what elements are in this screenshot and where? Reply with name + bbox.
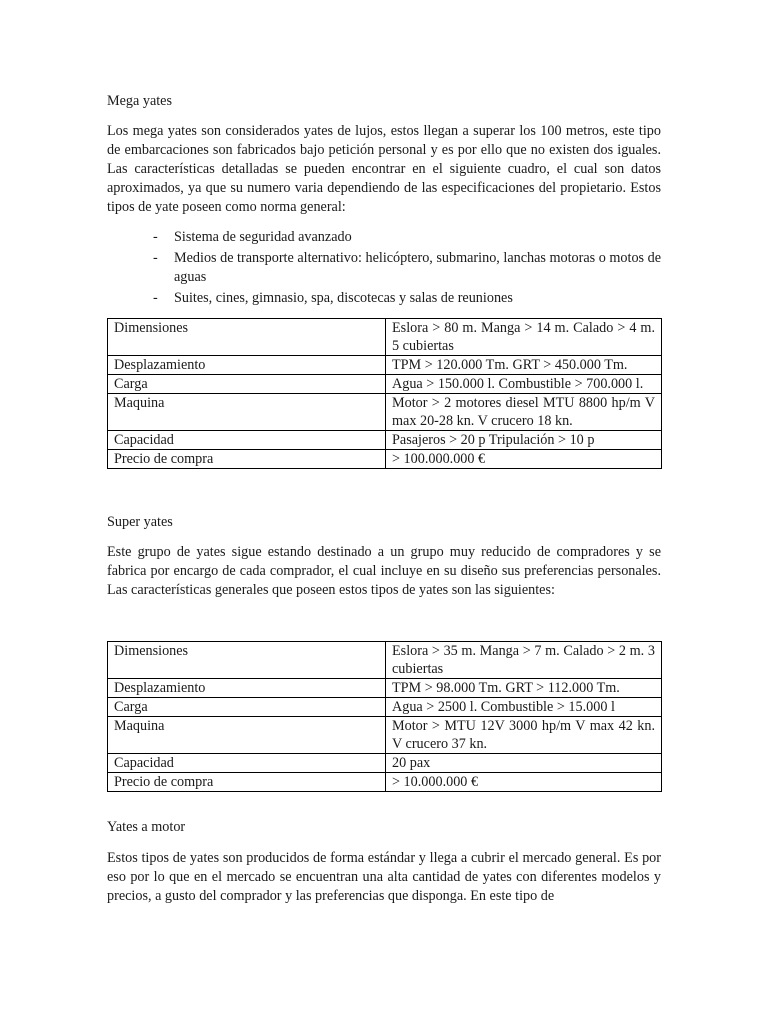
- table-cell-value: Agua > 2500 l. Combustible > 15.000 l: [386, 698, 662, 717]
- table-row: [108, 319, 662, 356]
- table-row: [108, 450, 662, 469]
- table-cell-label: Carga: [108, 698, 386, 717]
- mega-yates-paragraph-block: [107, 122, 661, 217]
- table-cell-value: Motor > 2 motores diesel MTU 8800 hp/m V max 20-28 kn. V crucero 18 kn.: [386, 394, 662, 431]
- table-cell-label: Maquina: [108, 394, 386, 431]
- section-paragraph: Estos tipos de yates son producidos de forma estándar y llega a cubrir el mercado general. Es por eso por lo que en el mercado se encuentran una alta cantidad de yates con diferentes modelos y precios, a gusto del comprador y las preferencias que disponga. En este tipo de: [107, 850, 661, 904]
- table-row: [108, 717, 662, 754]
- table-row: [108, 394, 662, 431]
- section-heading: Yates a motor: [107, 819, 186, 835]
- table-cell-value: Agua > 150.000 l. Combustible > 700.000 l.: [386, 375, 662, 394]
- section-paragraph: Este grupo de yates sigue estando destinado a un grupo muy reducido de compradores y se fabrica por encargo de cada comprador, el cual incluye en su diseño sus preferencias personales. Las características generales que poseen estos tipos de yates son las siguientes:: [107, 544, 661, 598]
- table-row: [108, 773, 662, 792]
- table-cell-label: Precio de compra: [108, 773, 386, 792]
- table-cell-label: Carga: [108, 375, 386, 394]
- table-cell-value: Motor > MTU 12V 3000 hp/m V max 42 kn. V crucero 37 kn.: [386, 717, 662, 754]
- table-cell-label: Dimensiones: [108, 319, 386, 356]
- table-row: [108, 754, 662, 773]
- table-cell-label: Desplazamiento: [108, 356, 386, 375]
- table-cell-value: > 100.000.000 €: [386, 450, 662, 469]
- table-cell-label: Capacidad: [108, 431, 386, 450]
- table-row: [108, 431, 662, 450]
- section-heading: Super yates: [107, 514, 173, 530]
- table-cell-label: Precio de compra: [108, 450, 386, 469]
- table-cell-value: > 10.000.000 €: [386, 773, 662, 792]
- section-paragraph: Los mega yates son considerados yates de lujos, estos llegan a superar los 100 metros, este tipo de embarcaciones son fabricados bajo petición personal y es por ello que no existen dos iguales. Las características detalladas se pueden encontrar en el siguiente cuadro, el cual son datos aproximados, ya que su numero varia dependiendo de las especificaciones del propietario. Estos tipos de yate poseen como norma general:: [107, 123, 661, 215]
- table-cell-value: Eslora > 80 m. Manga > 14 m. Calado > 4 m. 5 cubiertas: [386, 319, 662, 356]
- table-row: [108, 698, 662, 717]
- list-dash: -: [153, 290, 158, 306]
- list-item: - Sistema de seguridad avanzado: [153, 229, 352, 245]
- table-cell-label: Capacidad: [108, 754, 386, 773]
- table-cell-label: Desplazamiento: [108, 679, 386, 698]
- table-row: [108, 642, 662, 679]
- table-cell-value: TPM > 120.000 Tm. GRT > 450.000 Tm.: [386, 356, 662, 375]
- table-cell-value: TPM > 98.000 Tm. GRT > 112.000 Tm.: [386, 679, 662, 698]
- list-dash: -: [153, 250, 158, 266]
- table-row: [108, 375, 662, 394]
- section-heading: Mega yates: [107, 93, 173, 109]
- list-item: - Medios de transporte alternativo: helicóptero, submarino, lanchas motoras o motos de aguas: [153, 250, 661, 285]
- feature-list: [107, 228, 661, 308]
- mega-yates-feature-list-block: [107, 228, 661, 308]
- table-cell-value: Eslora > 35 m. Manga > 7 m. Calado > 2 m. 3 cubiertas: [386, 642, 662, 679]
- super-yates-paragraph-block: [107, 543, 661, 600]
- yates-motor-heading-block: [107, 818, 661, 837]
- mega-yates-spec-table: [107, 318, 662, 469]
- super-yates-heading-block: [107, 513, 661, 532]
- table-cell-label: Dimensiones: [108, 642, 386, 679]
- super-yates-spec-table: [107, 641, 662, 792]
- list-dash: -: [153, 229, 158, 245]
- yates-motor-paragraph-block: [107, 849, 661, 906]
- table-cell-value: 20 pax: [386, 754, 662, 773]
- table-row: [108, 679, 662, 698]
- list-item: - Suites, cines, gimnasio, spa, discotecas y salas de reuniones: [153, 290, 513, 306]
- table-cell-label: Maquina: [108, 717, 386, 754]
- table-row: [108, 356, 662, 375]
- table-cell-value: Pasajeros > 20 p Tripulación > 10 p: [386, 431, 662, 450]
- mega-yates-heading-block: [107, 92, 661, 111]
